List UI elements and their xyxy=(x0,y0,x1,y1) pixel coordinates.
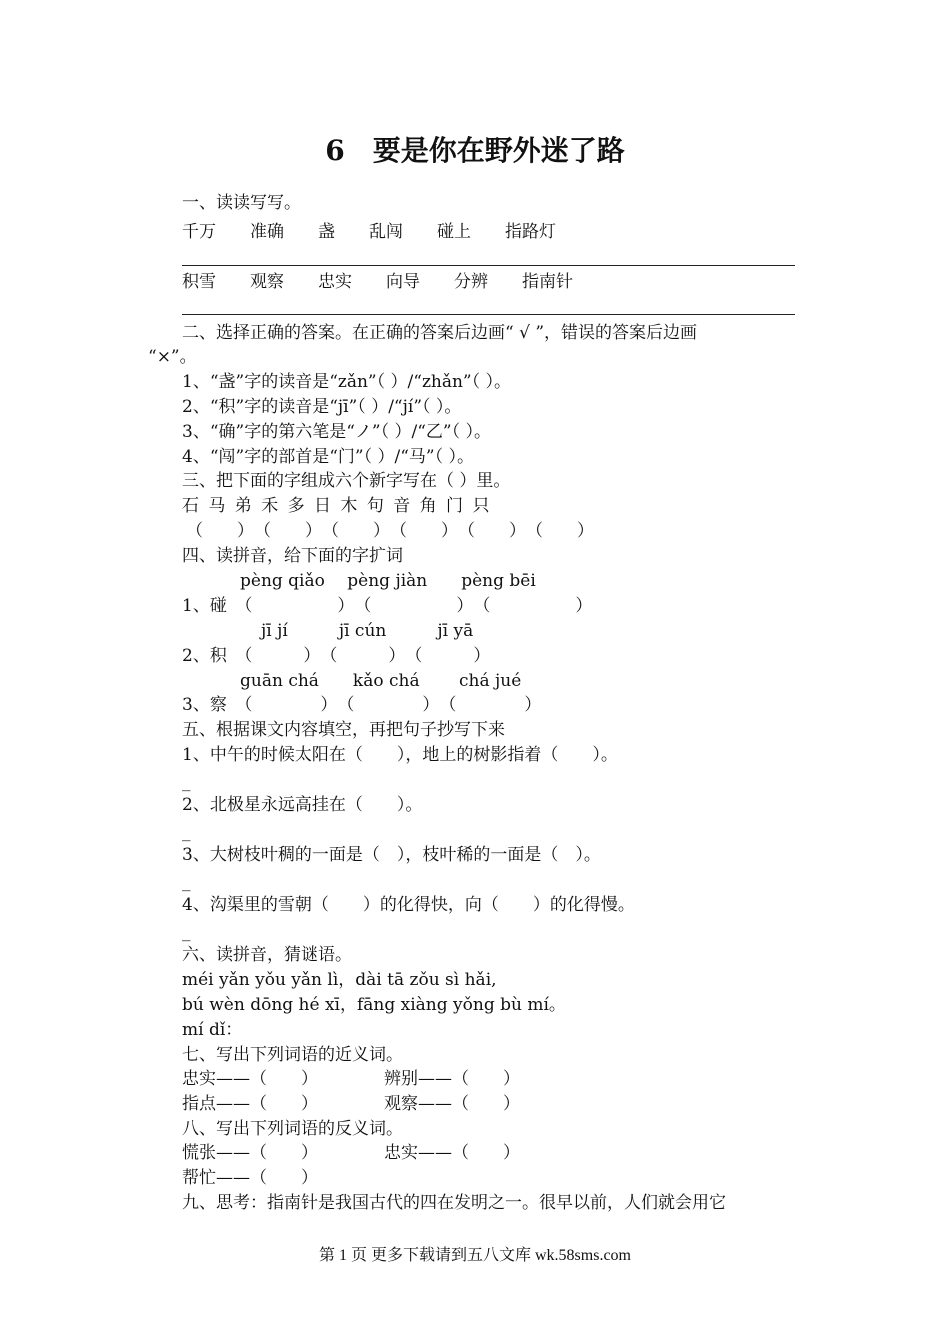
writing-line-1 xyxy=(182,265,795,266)
section-3-blanks: （ ） （ ） （ ） （ ） （ ） （ ） xyxy=(186,521,594,541)
section-5-q2: 2、北极星永远高挂在（ ）。 xyxy=(182,795,423,815)
riddle-answer-label: mí dǐ： xyxy=(182,1020,243,1040)
section-5-q1: 1、中午的时候太阳在（ ），地上的树影指着（ ）。 xyxy=(182,745,618,765)
copy-line-mark: _ xyxy=(182,772,191,792)
section-5-q3: 3、大树枝叶稠的一面是（ ），枝叶稀的一面是（ ）。 xyxy=(182,845,601,865)
section-5-heading: 五、根据课文内容填空，再把句子抄写下来 xyxy=(182,720,505,740)
section-3-heading: 三、把下面的字组成六个新字写在（ ）里。 xyxy=(182,471,511,491)
word-extend-3: 3、察 （ ） （ ） （ ） xyxy=(182,695,542,715)
section-3-chars: 石 马 弟 禾 多 日 木 句 音 角 门 只 xyxy=(182,496,492,516)
page-footer: 第 1 页 更多下载请到五八文库 wk.58sms.com xyxy=(318,1247,631,1264)
word-row-2: 积雪 观察 忠实 向导 分辨 指南针 xyxy=(182,272,573,292)
antonym-item: 慌张——（ ） xyxy=(182,1143,318,1163)
section-2-q1: 1、“盏”字的读音是“zǎn”（ ）/“zhǎn”（ ）。 xyxy=(182,372,512,392)
copy-line-mark: _ xyxy=(182,872,191,892)
pinyin-row-1: pèng qiǎo pèng jiàn pèng bēi xyxy=(240,571,536,591)
riddle-line-2: bú wèn dōng hé xī，fāng xiàng yǒng bù mí。 xyxy=(182,995,566,1015)
section-2-q3: 3、“确”字的第六笔是“ノ”（ ）/“乙”（ ）。 xyxy=(182,422,491,442)
pinyin-row-2: jī jí jī cún jī yā xyxy=(261,621,474,641)
antonym-item: 帮忙——（ ） xyxy=(182,1168,318,1188)
section-2-heading: 二、选择正确的答案。在正确的答案后边画“ √ ”，错误的答案后边画 xyxy=(182,323,698,343)
riddle-line-1: méi yǎn yǒu yǎn lì，dài tā zǒu sì hǎi, xyxy=(182,970,497,990)
copy-line-mark: _ xyxy=(182,922,191,942)
copy-line-mark: _ xyxy=(182,822,191,842)
page-title: 6 要是你在野外迷了路 xyxy=(325,134,625,167)
synonym-item: 忠实——（ ） xyxy=(182,1069,318,1089)
synonym-item: 观察——（ ） xyxy=(384,1094,520,1114)
section-1-heading: 一、读读写写。 xyxy=(182,193,301,213)
section-5-q4: 4、沟渠里的雪朝（ ）的化得快，向（ ）的化得慢。 xyxy=(182,895,635,915)
section-7-heading: 七、写出下列词语的近义词。 xyxy=(182,1045,403,1065)
section-4-heading: 四、读拼音，给下面的字扩词 xyxy=(182,546,403,566)
pinyin-row-3: guān chá kǎo chá chá jué xyxy=(240,671,522,691)
section-2-heading-cont: “×”。 xyxy=(148,347,197,367)
word-row-1: 千万 准确 盏 乱闯 碰上 指路灯 xyxy=(182,222,556,242)
word-extend-2: 2、积 （ ） （ ） （ ） xyxy=(182,646,491,666)
section-2-q4: 4、“闯”字的部首是“门”（ ）/“马”（ ）。 xyxy=(182,447,474,467)
synonym-item: 辨别——（ ） xyxy=(384,1069,520,1089)
section-2-q2: 2、“积”字的读音是“jī”（ ）/“jí”（ ）。 xyxy=(182,397,462,417)
section-9-heading: 九、思考：指南针是我国古代的四在发明之一。很早以前，人们就会用它 xyxy=(182,1193,726,1213)
section-6-heading: 六、读拼音，猜谜语。 xyxy=(182,945,352,965)
synonym-item: 指点——（ ） xyxy=(182,1094,318,1114)
section-8-heading: 八、写出下列词语的反义词。 xyxy=(182,1119,403,1139)
writing-line-2 xyxy=(182,314,795,315)
word-extend-1: 1、碰 （ ） （ ） （ ） xyxy=(182,596,593,616)
antonym-item: 忠实——（ ） xyxy=(384,1143,520,1163)
